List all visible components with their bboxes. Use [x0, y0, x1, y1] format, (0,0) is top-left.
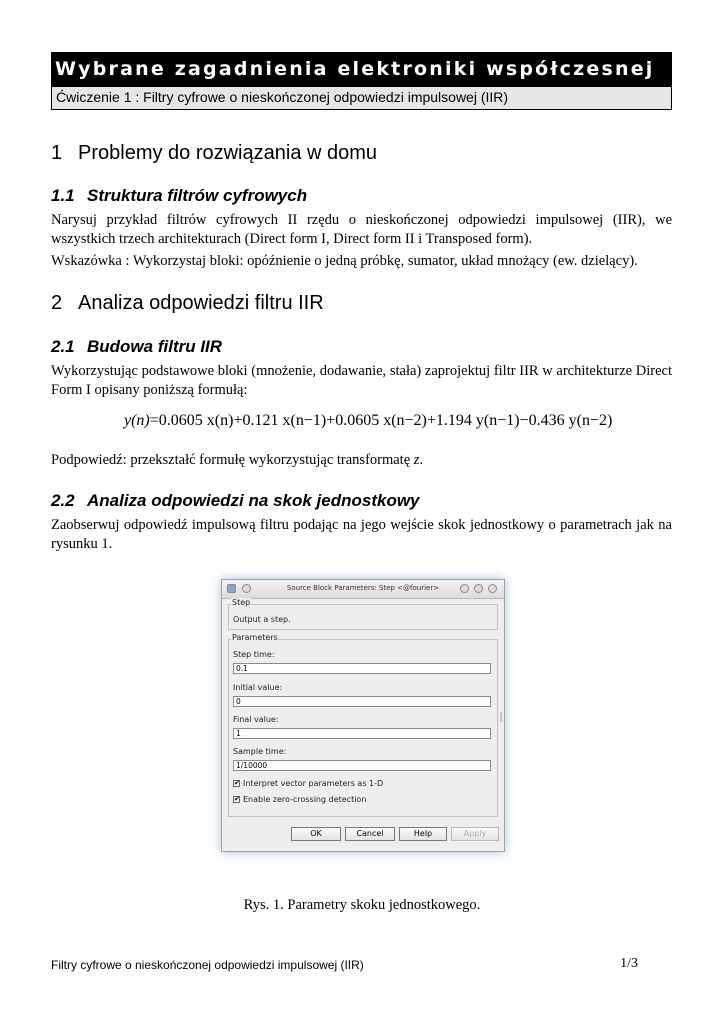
filter-formula: [124, 412, 612, 430]
sample-time-input[interactable]: 1/10000: [233, 760, 491, 771]
formula-op-3: +: [426, 412, 436, 429]
parameters-group-label: Parameters: [232, 633, 278, 642]
page-title: Wybrane zagadnienia elektroniki współczesnej: [55, 58, 655, 80]
close-icon[interactable]: [488, 584, 497, 593]
scrollbar-handle[interactable]: [500, 712, 502, 722]
subsection-title: Budowa filtru IIR: [87, 337, 223, 356]
header-title-bar: [51, 52, 672, 86]
step-time-input[interactable]: 0.1: [233, 663, 491, 674]
maximize-icon[interactable]: [474, 584, 483, 593]
subsection-title: Analiza odpowiedzi na skok jednostkowy: [87, 491, 420, 510]
section-title: Analiza odpowiedzi filtru IIR: [78, 292, 324, 314]
block-parameters-dialog: [221, 579, 505, 852]
formula-term-2: 0.121 x(n−1): [242, 412, 327, 429]
hint-variable: z: [413, 452, 420, 468]
final-value-input[interactable]: 1: [233, 728, 491, 739]
step-time-label: Step time:: [233, 650, 275, 659]
subsection-number: 1.1: [51, 186, 75, 205]
formula-term-1: 0.0605 x(n): [158, 412, 234, 429]
final-value-label: Final value:: [233, 715, 279, 724]
paragraph-2-1: Wykorzystując podstawowe bloki (mnożenie, dodawanie, stała) zaprojektuj filtr IIR w architekturze Direct Form I opisany poniższą formułą:: [51, 363, 672, 398]
section-number: 1: [51, 142, 63, 164]
section-title: Problemy do rozwiązania w domu: [78, 142, 378, 164]
help-button[interactable]: Help: [399, 827, 447, 841]
paragraph-2-2: Zaobserwuj odpowiedź impulsową filtru podając na jego wejście skok jednostkowy o parametrach jak na rysunku 1.: [51, 517, 672, 552]
step-description: Output a step.: [233, 615, 291, 624]
formula-term-3: 0.0605 x(n−2): [335, 412, 427, 429]
minimize-icon[interactable]: [460, 584, 469, 593]
section-2-heading: [51, 292, 324, 315]
cancel-button[interactable]: Cancel: [345, 827, 395, 841]
dialog-titlebar: [222, 580, 504, 599]
page-number: 1/3: [620, 956, 638, 971]
section-number: 2: [51, 292, 63, 314]
hint-text: Podpowiedź: przekształć formułę wykorzystując transformatę: [51, 452, 414, 468]
formula-op-1: +: [233, 412, 243, 429]
formula-op-2: +: [326, 412, 336, 429]
zero-crossing-label: Enable zero-crossing detection: [243, 795, 367, 804]
header-subtitle-box: [51, 86, 672, 110]
section-2-2-heading: [51, 491, 420, 511]
interpret-vector-label: Interpret vector parameters as 1-D: [243, 779, 384, 788]
page-subtitle: Ćwiczenie 1 : Filtry cyfrowe o nieskończonej odpowiedzi impulsowej (IIR): [56, 89, 509, 105]
zero-crossing-checkbox[interactable]: ✔: [234, 795, 240, 803]
initial-value-input[interactable]: 0: [233, 696, 491, 707]
ok-button[interactable]: OK: [291, 827, 341, 841]
formula-equals: =: [149, 412, 159, 429]
formula-op-4: −: [519, 412, 529, 429]
footer-title: Filtry cyfrowe o nieskończonej odpowiedzi impulsowej (IIR): [51, 958, 364, 972]
subsection-title: Struktura filtrów cyfrowych: [87, 186, 308, 205]
hint-1-1: Wskazówka : Wykorzystaj bloki: opóźnienie o jedną próbkę, sumator, układ mnożący (ew. dzielący).: [51, 253, 638, 269]
section-1-1-heading: [51, 186, 307, 206]
formula-lhs: y(n): [124, 412, 150, 429]
formula-term-5: 0.436 y(n−2): [528, 412, 613, 429]
initial-value-label: Initial value:: [233, 683, 283, 692]
apply-button[interactable]: Apply: [451, 827, 499, 841]
section-2-1-heading: [51, 337, 222, 357]
dialog-title: Source Block Parameters: Step <@fourier>: [286, 584, 440, 592]
figure-caption: Rys. 1. Parametry skoku jednostkowego.: [243, 897, 481, 913]
step-group-label: Step: [232, 598, 251, 607]
subsection-number: 2.2: [51, 491, 75, 510]
sample-time-label: Sample time:: [233, 747, 287, 756]
hint-end: .: [419, 452, 424, 468]
formula-term-4: 1.194 y(n−1): [435, 412, 520, 429]
section-1-heading: [51, 142, 377, 165]
hint-2-1: [51, 452, 423, 469]
subsection-number: 2.1: [51, 337, 75, 356]
interpret-vector-checkbox[interactable]: ✔: [234, 779, 240, 787]
paragraph-1-1: Narysuj przykład filtrów cyfrowych II rzędu o nieskończonej odpowiedzi impulsowej (IIR), we wszystkich trzech architekturach (Direct form I, Direct form II i Transposed form).: [51, 212, 672, 247]
